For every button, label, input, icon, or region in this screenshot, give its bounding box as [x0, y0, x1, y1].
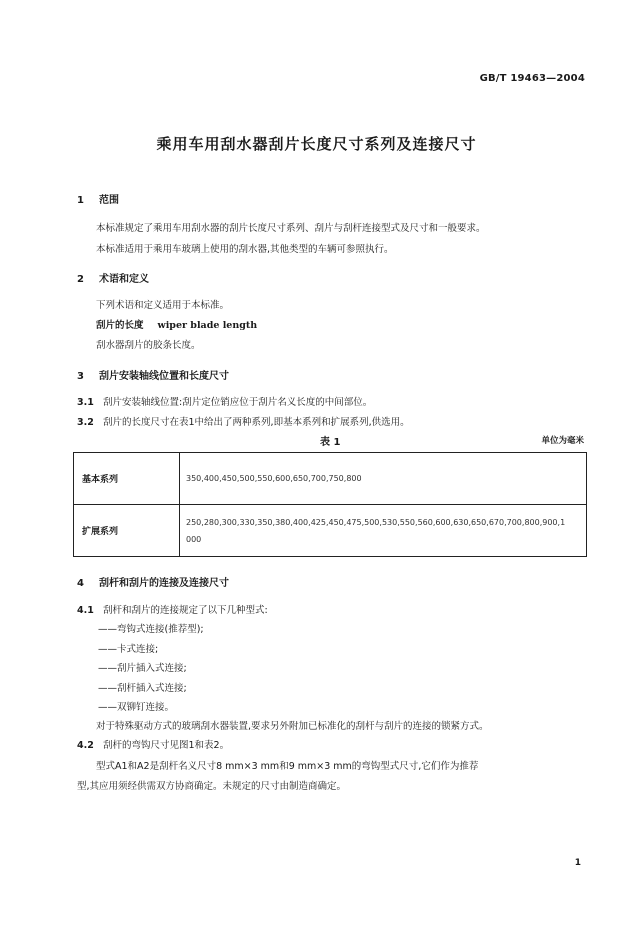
row-label: 基本系列	[74, 453, 180, 505]
section-number: 4	[77, 578, 84, 589]
section-title: 术语和定义	[99, 274, 149, 285]
term-definition: 刮水器刮片的胶条长度。	[96, 340, 201, 351]
term-english: wiper blade length	[157, 320, 258, 331]
section-title: 范围	[99, 195, 119, 206]
clause-4-2	[77, 737, 229, 751]
section-number: 2	[77, 274, 84, 285]
clause-number: 4.1	[77, 605, 94, 616]
list-item: ——双铆钉连接。	[98, 702, 175, 713]
term-entry	[96, 317, 257, 331]
paragraph: 本标准规定了乘用车用刮水器的刮片长度尺寸系列、刮片与刮杆连接型式及尺寸和一般要求。	[96, 223, 486, 234]
list-item: ——弯钩式连接(推荐型);	[98, 624, 204, 635]
clause-3-2	[77, 414, 410, 428]
list-item: ——刮杆插入式连接;	[98, 683, 187, 694]
paragraph: 本标准适用于乘用车玻璃上使用的刮水器,其他类型的车辆可参照执行。	[96, 244, 394, 255]
row-values: 250,280,300,330,350,380,400,425,450,475,500,530,550,560,600,630,650,670,700,800,900,1 000	[180, 505, 587, 557]
page-number: 1	[574, 858, 581, 868]
table-row	[74, 505, 587, 557]
clause-number: 3.2	[77, 417, 94, 428]
section-1-heading	[77, 191, 119, 206]
section-number: 3	[77, 371, 84, 382]
section-number: 1	[77, 195, 84, 206]
clause-3-1	[77, 394, 372, 408]
section-4-heading	[77, 574, 229, 589]
paragraph: 型,其应用须经供需双方协商确定。未规定的尺寸由制造商确定。	[77, 781, 347, 792]
term-chinese: 刮片的长度	[96, 320, 144, 331]
section-title: 刮杆和刮片的连接及连接尺寸	[99, 578, 229, 589]
clause-text: 刮杆的弯钩尺寸见图1和表2。	[103, 740, 230, 751]
document-title: 乘用车用刮水器刮片长度尺寸系列及连接尺寸	[156, 135, 477, 153]
table-row	[74, 453, 587, 505]
blade-length-table	[73, 452, 587, 557]
clause-4-1	[77, 602, 268, 616]
clause-number: 3.1	[77, 397, 94, 408]
paragraph: 对于特殊驱动方式的玻璃刮水器装置,要求另外附加已标准化的刮杆与刮片的连接的锁紧方式。	[96, 721, 489, 732]
clause-number: 4.2	[77, 740, 94, 751]
clause-text: 刮片的长度尺寸在表1中给出了两种系列,即基本系列和扩展系列,供选用。	[103, 417, 410, 428]
list-item: ——刮片插入式连接;	[98, 663, 187, 674]
paragraph: 下列术语和定义适用于本标准。	[96, 300, 230, 311]
list-item: ——卡式连接;	[98, 644, 159, 655]
row-label: 扩展系列	[74, 505, 180, 557]
section-title: 刮片安装轴线位置和长度尺寸	[99, 371, 229, 382]
clause-text: 刮片安装轴线位置:刮片定位销应位于刮片名义长度的中间部位。	[103, 397, 373, 408]
table-unit: 单位为毫米	[541, 436, 584, 446]
standard-code: GB/T 19463—2004	[479, 73, 585, 84]
table-caption: 表 1	[320, 437, 341, 448]
clause-text: 刮杆和刮片的连接规定了以下几种型式:	[103, 605, 268, 616]
row-values: 350,400,450,500,550,600,650,700,750,800	[180, 453, 587, 505]
section-2-heading	[77, 270, 149, 285]
paragraph: 型式A1和A2是刮杆名义尺寸8 mm×3 mm和9 mm×3 mm的弯钩型式尺寸,它们作为推荐	[96, 761, 479, 772]
section-3-heading	[77, 367, 229, 382]
